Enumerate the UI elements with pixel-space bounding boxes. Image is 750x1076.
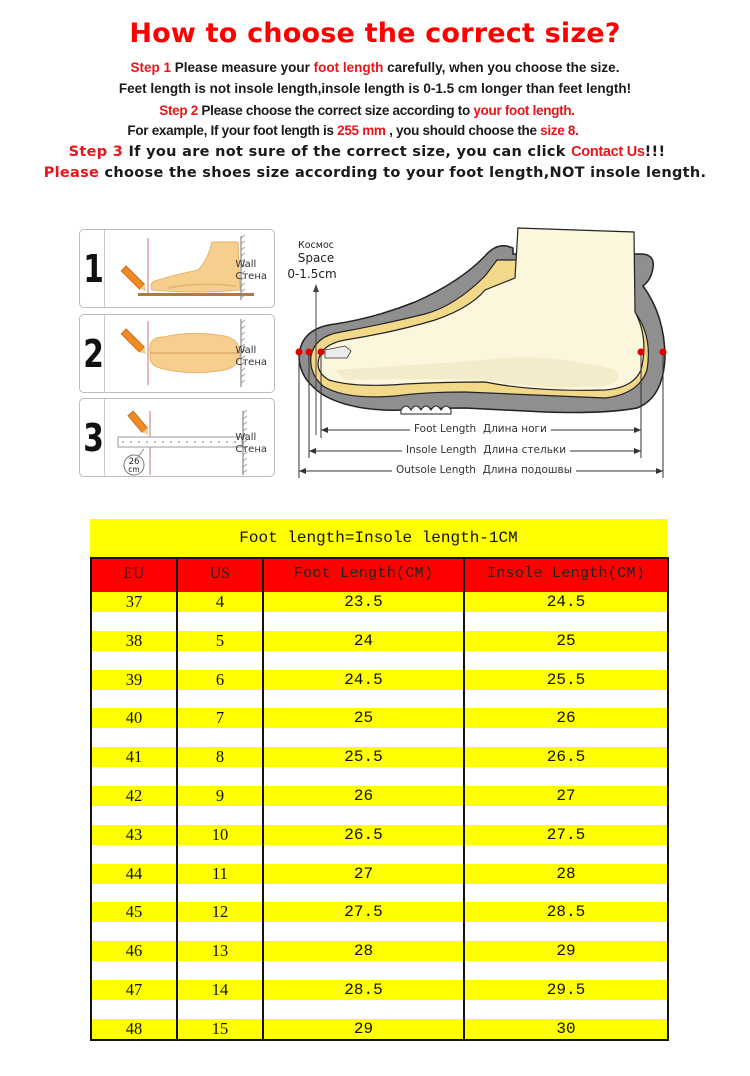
- foot-length-highlight: foot length: [313, 60, 384, 75]
- table-row: 47 14 28.5 29.5: [91, 980, 668, 1019]
- table-row: 39 6 24.5 25.5: [91, 670, 668, 709]
- contact-us-link[interactable]: Contact Us: [571, 144, 645, 160]
- table-row: 44 11 27 28: [91, 864, 668, 903]
- instruction-step2: Step 2 Please choose the correct size according to your foot length.: [159, 103, 575, 118]
- your-foot-length-highlight: your foot length.: [473, 103, 575, 118]
- header-eu: EU: [91, 558, 177, 592]
- wall-label: Wall Стена: [235, 259, 267, 282]
- header-foot-length: Foot Length(CM): [263, 558, 464, 592]
- table-row: 37 4 23.5 24.5: [91, 592, 668, 631]
- instruction-step3: Step 3 If you are not sure of the correct size, you can click Contact Us!!!: [68, 144, 666, 160]
- table-row: 48 15 29 30: [91, 1019, 668, 1040]
- step-number: 1: [83, 230, 105, 307]
- instruction-step1: Step 1 Please measure your foot length carefully, when you choose the size.: [130, 60, 620, 75]
- table-row: 45 12 27.5 28.5: [91, 902, 668, 941]
- please-label: Please: [43, 165, 100, 181]
- size-table: [90, 557, 669, 1041]
- instruction-example: For example, If your foot length is 255 mm , you should choose the size 8.: [127, 123, 579, 138]
- measure-step-panel-3: [79, 398, 275, 477]
- measure-step-panel-1: [79, 229, 275, 308]
- table-row: 46 13 28 29: [91, 941, 668, 980]
- table-row: 40 7 25 26: [91, 708, 668, 747]
- table-header-row: [91, 558, 668, 592]
- space-label: Космос Space 0-1.5cm: [287, 240, 337, 281]
- size-chart-banner: Foot length=Insole length-1CM: [90, 519, 667, 557]
- page-title: How to choose the correct size?: [129, 18, 621, 49]
- step1-label: Step 1: [130, 60, 172, 75]
- wall-label: Wall Стена: [235, 345, 267, 368]
- table-row: 41 8 25.5 26.5: [91, 747, 668, 786]
- outsole-length-label: Outsole Length Длина подошвы: [392, 464, 576, 476]
- instruction-warning: Please choose the shoes size according to your foot length,NOT insole length.: [43, 165, 707, 181]
- header-insole-length: Insole Length(CM): [464, 558, 668, 592]
- measure-step-panel-2: [79, 314, 275, 393]
- instruction-note: Feet length is not insole length,insole length is 0-1.5 cm longer than feet length!: [118, 81, 632, 96]
- header-us: US: [177, 558, 263, 592]
- foot-length-label: Foot Length Длина ноги: [410, 423, 551, 435]
- wall-label: Wall Стена: [235, 432, 267, 455]
- ruler-unit: cm: [128, 465, 140, 474]
- table-row: 38 5 24 25: [91, 631, 668, 670]
- example-size-value: size 8.: [540, 123, 579, 138]
- step2-label: Step 2: [159, 103, 198, 118]
- size-chart: [90, 519, 667, 1041]
- step-number: 3: [83, 399, 105, 476]
- table-row: 43 10 26.5 27.5: [91, 825, 668, 864]
- insole-length-label: Insole Length Длина стельки: [402, 444, 570, 456]
- ruler-reading: 26: [128, 457, 140, 467]
- example-length-value: 255 mm: [337, 123, 386, 138]
- step-number: 2: [83, 315, 105, 392]
- table-row: 42 9 26 27: [91, 786, 668, 825]
- step3-label: Step 3: [68, 144, 124, 160]
